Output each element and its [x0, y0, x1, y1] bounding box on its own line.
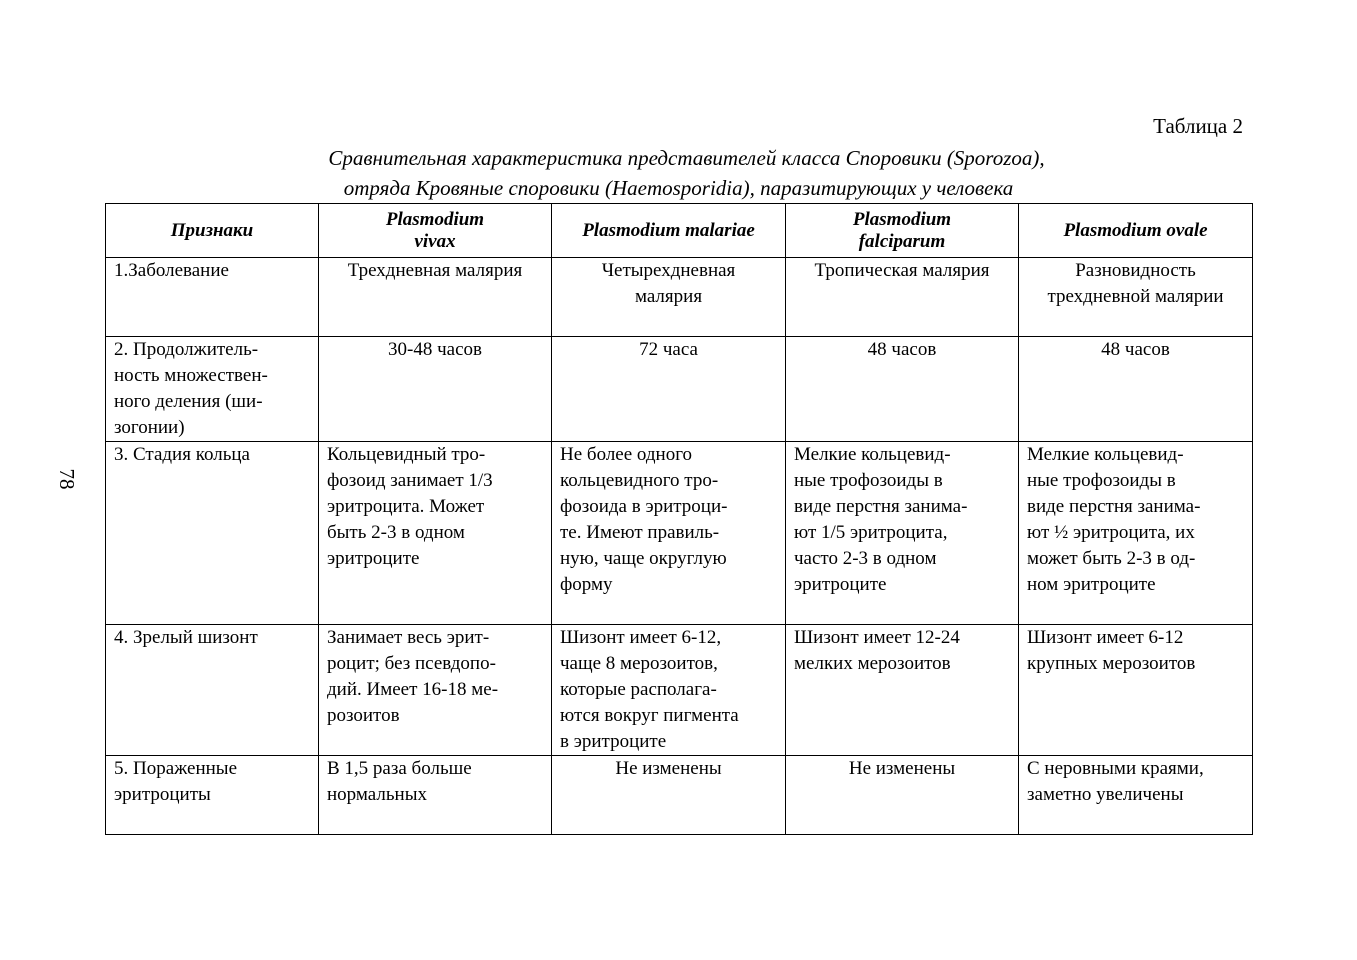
cell-line: 48 часов [867, 339, 937, 360]
table-row-mature-schizont [106, 625, 1253, 756]
cell-line: 48 часов [1101, 339, 1170, 360]
header-line: Plasmodium malariae [582, 219, 755, 241]
header-line: Plasmodium [852, 208, 952, 230]
table-label: Таблица 2 [1153, 114, 1243, 138]
cell-line: может быть 2-3 в од- [1027, 548, 1196, 569]
cell-line: мелких мерозоитов [794, 653, 951, 674]
cell-line: дий. Имеет 16-18 ме- [327, 679, 499, 700]
cell-line: 5. Пораженные [114, 758, 237, 779]
malariae-cell [552, 337, 786, 442]
cell-line: Не более одного [560, 444, 693, 465]
cell-line: быть 2-3 в одном [327, 522, 465, 543]
cell-line: Мелкие кольцевид- [794, 444, 951, 465]
cell-line: виде перстня занима- [1027, 496, 1201, 517]
ovale-cell [1019, 337, 1253, 442]
cell-line: виде перстня занима- [794, 496, 968, 517]
vivax-cell [319, 442, 552, 625]
ovale-cell [1019, 625, 1253, 756]
cell-line: ные трофозоиды в [794, 470, 943, 491]
table-header-row [106, 204, 1253, 258]
cell-line: Не изменены [615, 758, 722, 779]
cell-line: 2. Продолжитель- [114, 339, 259, 360]
ovale-cell [1019, 756, 1253, 835]
cell-line: Разновидность [1075, 260, 1196, 281]
cell-line: эритроците [327, 548, 420, 569]
cell-line: фозоида в эритроци- [560, 496, 728, 517]
table-row-schizogony-duration [106, 337, 1253, 442]
cell-line: розоитов [327, 705, 400, 726]
cell-line: Тропическая малярия [814, 260, 990, 281]
row-label-cell [106, 337, 319, 442]
header-line: Признаки [170, 219, 254, 241]
cell-line: ют 1/5 эритроцита, [794, 522, 948, 543]
header-line: Plasmodium ovale [1063, 219, 1208, 241]
cell-line: 72 часа [639, 339, 698, 360]
cell-line: Кольцевидный тро- [327, 444, 486, 465]
table-row-disease [106, 258, 1253, 337]
cell-line: ного деления (ши- [114, 391, 263, 412]
cell-line: те. Имеют правиль- [560, 522, 720, 543]
cell-line: чаще 8 мерозоитов, [560, 653, 718, 674]
malariae-cell [552, 756, 786, 835]
cell-line: в эритроците [560, 731, 667, 752]
cell-line: эритроциты [114, 784, 211, 805]
comparison-table [105, 203, 1253, 835]
cell-line: фозоид занимает 1/3 [327, 470, 493, 491]
cell-line: ном эритроците [1027, 574, 1156, 595]
cell-line: 3. Стадия кольца [114, 444, 250, 465]
ovale-cell [1019, 258, 1253, 337]
cell-line: Четырехдневная [601, 260, 736, 281]
cell-line: заметно увеличены [1027, 784, 1184, 805]
table-row-affected-erythrocytes [106, 756, 1253, 835]
cell-line: ную, чаще округлую [560, 548, 727, 569]
cell-line: Не изменены [848, 758, 956, 779]
cell-line: которые располага- [560, 679, 717, 700]
cell-line: эритроцита. Может [327, 496, 485, 517]
falciparum-cell [786, 258, 1019, 337]
malariae-cell [552, 625, 786, 756]
row-label-cell [106, 625, 319, 756]
cell-line: часто 2-3 в одном [794, 548, 937, 569]
vivax-cell [319, 337, 552, 442]
cell-line: 4. Зрелый шизонт [114, 627, 258, 648]
cell-line: эритроците [794, 574, 887, 595]
malariae-cell [552, 258, 786, 337]
row-label-cell [106, 258, 319, 337]
header-plasmodium-malariae [552, 204, 786, 258]
cell-line: зогонии) [114, 417, 185, 438]
header-plasmodium-vivax [319, 204, 552, 258]
header-line: Plasmodium [385, 208, 485, 230]
falciparum-cell [786, 337, 1019, 442]
cell-line: Шизонт имеет 12-24 [794, 627, 960, 648]
cell-line: форму [560, 574, 613, 595]
page-number: 78 [55, 468, 79, 490]
cell-line: ные трофозоиды в [1027, 470, 1176, 491]
cell-line: Шизонт имеет 6-12, [560, 627, 722, 648]
vivax-cell [319, 625, 552, 756]
header-plasmodium-falciparum [786, 204, 1019, 258]
header-features [106, 204, 319, 258]
header-line: falciparum [858, 230, 946, 252]
cell-line: Трехдневная малярия [347, 260, 523, 281]
header-line: vivax [414, 230, 456, 252]
cell-line: трехдневной малярии [1047, 286, 1224, 307]
cell-line: ются вокруг пигмента [560, 705, 739, 726]
cell-line: ют ½ эритроцита, их [1027, 522, 1195, 543]
cell-line: Шизонт имеет 6-12 [1027, 627, 1184, 648]
cell-line: С неровными краями, [1027, 758, 1204, 779]
cell-line: малярия [634, 286, 703, 307]
cell-line: роцит; без псевдопо- [327, 653, 496, 674]
row-label-cell [106, 756, 319, 835]
cell-line: Мелкие кольцевид- [1027, 444, 1184, 465]
table-caption-line-2: отряда Кровяные споровики (Haemosporidia), паразитирующих у человека [343, 176, 1014, 200]
falciparum-cell [786, 625, 1019, 756]
vivax-cell [319, 756, 552, 835]
malariae-cell [552, 442, 786, 625]
ovale-cell [1019, 442, 1253, 625]
table-row-ring-stage [106, 442, 1253, 625]
falciparum-cell [786, 756, 1019, 835]
table-caption-line-1: Сравнительная характеристика представителей класса Споровики (Sporozoa), [328, 146, 1045, 170]
cell-line: Занимает весь эрит- [327, 627, 490, 648]
row-label-cell [106, 442, 319, 625]
cell-line: кольцевидного тро- [560, 470, 719, 491]
cell-line: 1.Заболевание [114, 260, 229, 281]
cell-line: 30-48 часов [388, 339, 482, 360]
cell-line: ность множествен- [114, 365, 268, 386]
header-plasmodium-ovale [1019, 204, 1253, 258]
cell-line: крупных мерозоитов [1027, 653, 1196, 674]
vivax-cell [319, 258, 552, 337]
cell-line: В 1,5 раза больше [327, 758, 472, 779]
cell-line: нормальных [327, 784, 427, 805]
falciparum-cell [786, 442, 1019, 625]
